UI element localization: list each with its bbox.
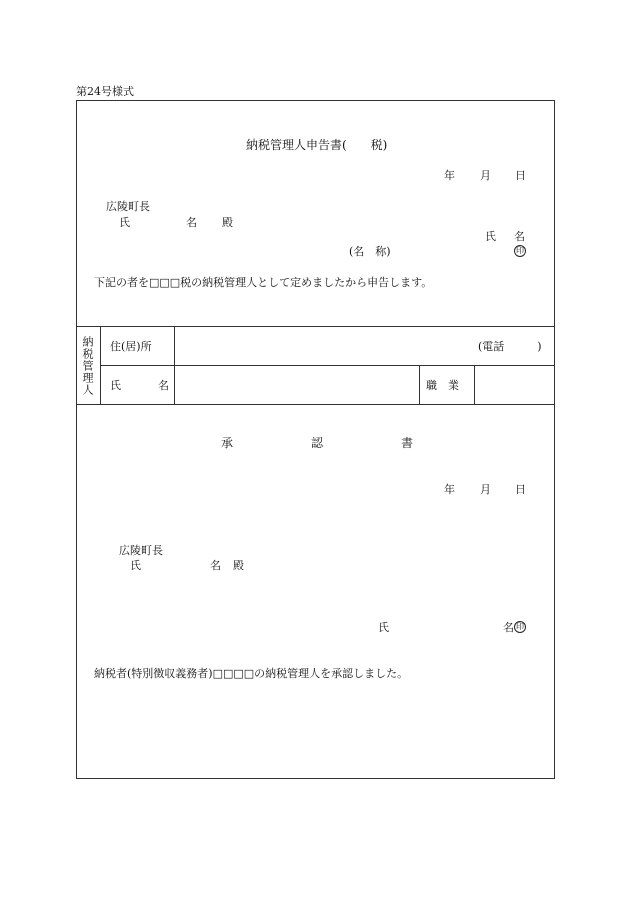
manager-address-label: 住(居)所 xyxy=(110,340,152,353)
approval-addressee-mei: 名 xyxy=(210,559,221,572)
approval-title-char-1: 承 xyxy=(221,436,234,450)
table-top-border xyxy=(76,326,555,327)
applicant-shi: 氏 xyxy=(485,230,496,243)
approval-addressee-dono: 殿 xyxy=(233,559,244,572)
table-col-divider-occupation-left xyxy=(419,365,420,404)
approval-seal-icon: 印 xyxy=(516,622,524,631)
approval-signer-mei: 名 xyxy=(503,621,514,634)
application-addressee-shi: 氏 xyxy=(119,216,130,229)
table-col-divider-label xyxy=(174,326,175,404)
application-statement: 下記の者を□□□税の納税管理人として定めましたから申告します。 xyxy=(94,276,433,289)
application-addressee-town: 広陵町長 xyxy=(106,200,150,213)
approval-addressee-shi: 氏 xyxy=(130,559,141,572)
approval-addressee-town: 広陵町長 xyxy=(119,544,163,557)
application-addressee-mei: 名 xyxy=(186,216,197,229)
application-title: 納税管理人申告書( 税) xyxy=(246,138,388,152)
application-addressee-dono: 殿 xyxy=(222,216,233,229)
table-col-divider-occupation-right xyxy=(474,365,475,404)
application-date-month: 月 xyxy=(480,169,491,182)
form-number: 第24号様式 xyxy=(76,85,134,98)
applicant-name-label: (名 称) xyxy=(349,245,391,258)
approval-statement: 納税者(特別徴収義務者)□□□□の納税管理人を承認しました。 xyxy=(94,667,409,680)
approval-date-day: 日 xyxy=(515,483,526,496)
manager-occupation-label: 職 業 xyxy=(426,379,459,392)
approval-title-char-3: 書 xyxy=(401,436,414,450)
manager-side-label: 納税管理人 xyxy=(81,336,94,396)
applicant-mei: 名 xyxy=(514,230,525,243)
manager-phone-label: (電話 ) xyxy=(478,340,542,353)
approval-signer-shi: 氏 xyxy=(378,621,389,634)
manager-name-mei: 名 xyxy=(158,379,169,392)
table-bottom-border xyxy=(76,404,555,405)
manager-name-shi: 氏 xyxy=(110,379,121,392)
table-col-divider-side xyxy=(100,326,101,404)
approval-title-char-2: 認 xyxy=(311,436,324,450)
application-date-day: 日 xyxy=(515,169,526,182)
table-row-divider xyxy=(100,365,555,366)
applicant-seal-icon: 印 xyxy=(516,246,524,255)
application-date-year: 年 xyxy=(444,169,455,182)
approval-date-month: 月 xyxy=(480,483,491,496)
approval-date-year: 年 xyxy=(444,483,455,496)
